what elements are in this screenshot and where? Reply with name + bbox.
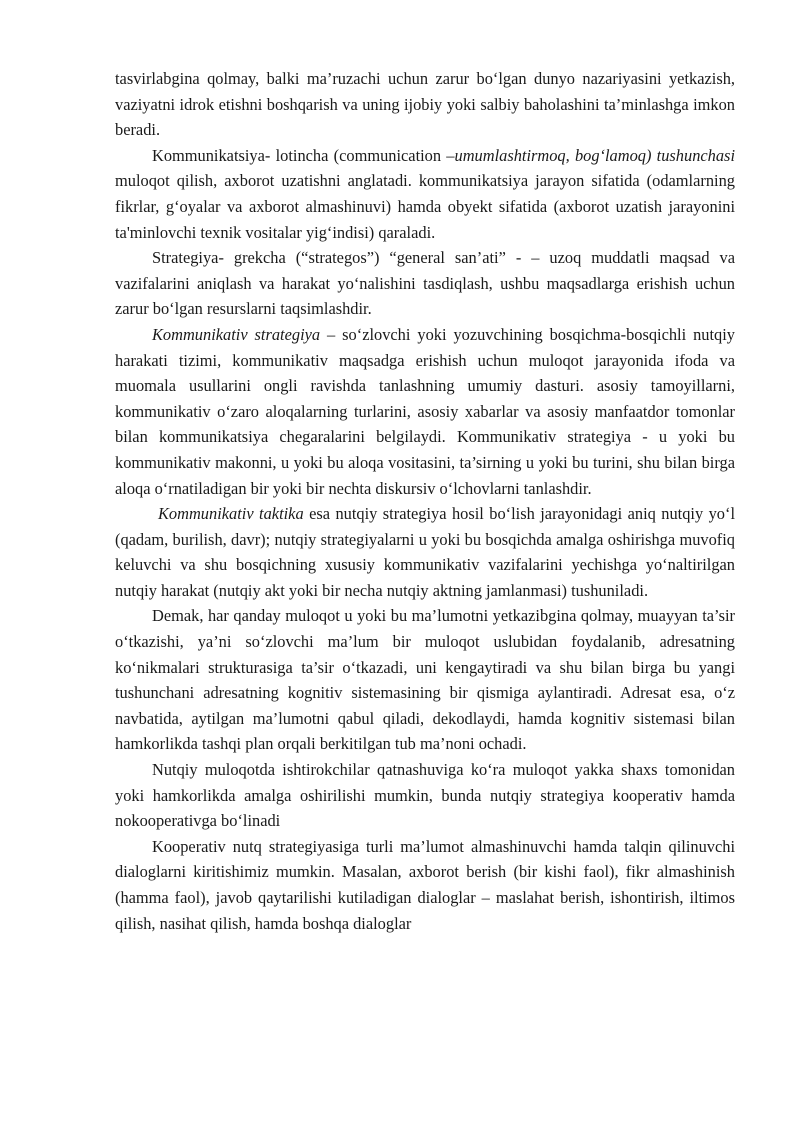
paragraph-kooperativ bbox=[115, 834, 735, 936]
paragraph-2-text-b: muloqot qilish, axborot uzatishni anglatadi. kommunikatsiya jarayon sifatida (odamlarning fikrlar, g‘oyalar va axborot almashinuvi) hamda obyekt sifatida (axborot uzatish jarayonini ta'minlovchi texnik vositalar yig‘indisi) qaraladi. bbox=[115, 171, 735, 242]
paragraph-8-text: Kooperativ nutq strategiyasiga turli ma’lumot almashinuvchi hamda talqin qilinuvchi dialoglarni kiritishimiz mumkin. Masalan, axborot berish (bir kishi faol), fikr almashinish (hamma faol), javob qaytarilishi kutiladigan dialoglar – maslahat berish, ishontirish, iltimos qilish, nasihat qilish, hamda boshqa dialoglar bbox=[115, 836, 735, 933]
paragraph-2-italic: umumlashtirmoq, bog‘lamoq) tushunchasi bbox=[454, 145, 735, 165]
paragraph-kommunikativ-taktika bbox=[115, 501, 735, 603]
paragraph-kommunikativ-strategiya bbox=[115, 322, 735, 501]
paragraph-3-text: Strategiya- grekcha (“strategos”) “general san’ati” - – uzoq muddatli maqsad va vazifalarini aniqlash va harakat yo‘nalishini tasdiqlash, ushbu maqsadlarga erishish uchun zarur bo‘lgan resurslarni taqsimlashdir. bbox=[115, 248, 735, 319]
paragraph-2-text-a: Kommunikatsiya- lotincha (communication – bbox=[152, 145, 455, 165]
paragraph-1 bbox=[115, 66, 735, 143]
paragraph-4-italic: Kommunikativ strategiya bbox=[152, 324, 321, 344]
paragraph-demak bbox=[115, 603, 735, 757]
paragraph-4-text: – so‘zlovchi yoki yozuvchining bosqichma-bosqichli nutqiy harakati tizimi, kommunikativ maqsadga erishish uchun muloqot jarayonida ifoda va muomala usullarini ongli ravishda tanlashning umumiy dasturi. asosiy tamoyillarni, kommunikativ o‘zaro aloqalarning turlarini, asosiy xabarlar va asosiy manfaatdor tomonlar bilan kommunikatsiya chegaralarini belgilaydi. Kommunikativ strategiya - u yoki bu kommunikativ makonni, u yoki bu aloqa vositasini, ta’sirning u yoki bu turini, shu bilan birga aloqa o‘rnatiladigan bir yoki bir nechta diskursiv o‘lchovlarni tanlashdir. bbox=[115, 324, 735, 498]
paragraph-1-text: tasvirlabgina qolmay, balki ma’ruzachi uchun zarur bo‘lgan dunyo nazariyasini yetkazish, vaziyatni idrok etishni boshqarish va uning ijobiy yoki salbiy baholashini ta’minlashga imkon beradi. bbox=[115, 69, 735, 140]
paragraph-7-text: Nutqiy muloqotda ishtirokchilar qatnashuviga ko‘ra muloqot yakka shaxs tomonidan yoki hamkorlikda amalga oshirilishi mumkin, bunda nutqiy strategiya kooperativ hamda nokooperativga bo‘linadi bbox=[115, 760, 735, 831]
paragraph-strategiya bbox=[115, 245, 735, 322]
paragraph-nutqiy-muloqot bbox=[115, 757, 735, 834]
paragraph-5-italic: Kommunikativ taktika bbox=[158, 504, 304, 524]
paragraph-5-text: esa nutqiy strategiya hosil bo‘lish jarayonidagi aniq nutqiy yo‘l (qadam, burilish, davr); nutqiy strategiyalarni u yoki bu bosqichda amalga oshirishga muvofiq keluvchi va shu bosqichning xususiy kommunikativ vazifalarini yechishga yo‘naltirilgan nutqiy harakat (nutqiy akt yoki bir necha nutqiy aktning jamlanmasi) tushuniladi. bbox=[115, 504, 735, 600]
paragraph-kommunikatsiya bbox=[115, 143, 735, 245]
document-page bbox=[115, 66, 735, 936]
paragraph-6-text: Demak, har qanday muloqot u yoki bu ma’lumotni yetkazibgina qolmay, muayyan ta’sir o‘tkazishi, ya’ni so‘zlovchi ma’lum bir muloqot uslubidan foydalanib, adresatning ko‘nikmalari strukturasiga ta’sir o‘tkazadi, uni kengaytiradi va shu bilan birga bu yangi tushunchani adresatning kognitiv sistemasining bir qismiga aylantiradi. Adresat esa, o‘z navbatida, aytilgan ma’lumotni qabul qiladi, dekodlaydi, hamda kognitiv sistemasi bilan hamkorlikda tashqi plan orqali berkitilgan tub ma’noni ochadi. bbox=[115, 606, 735, 754]
